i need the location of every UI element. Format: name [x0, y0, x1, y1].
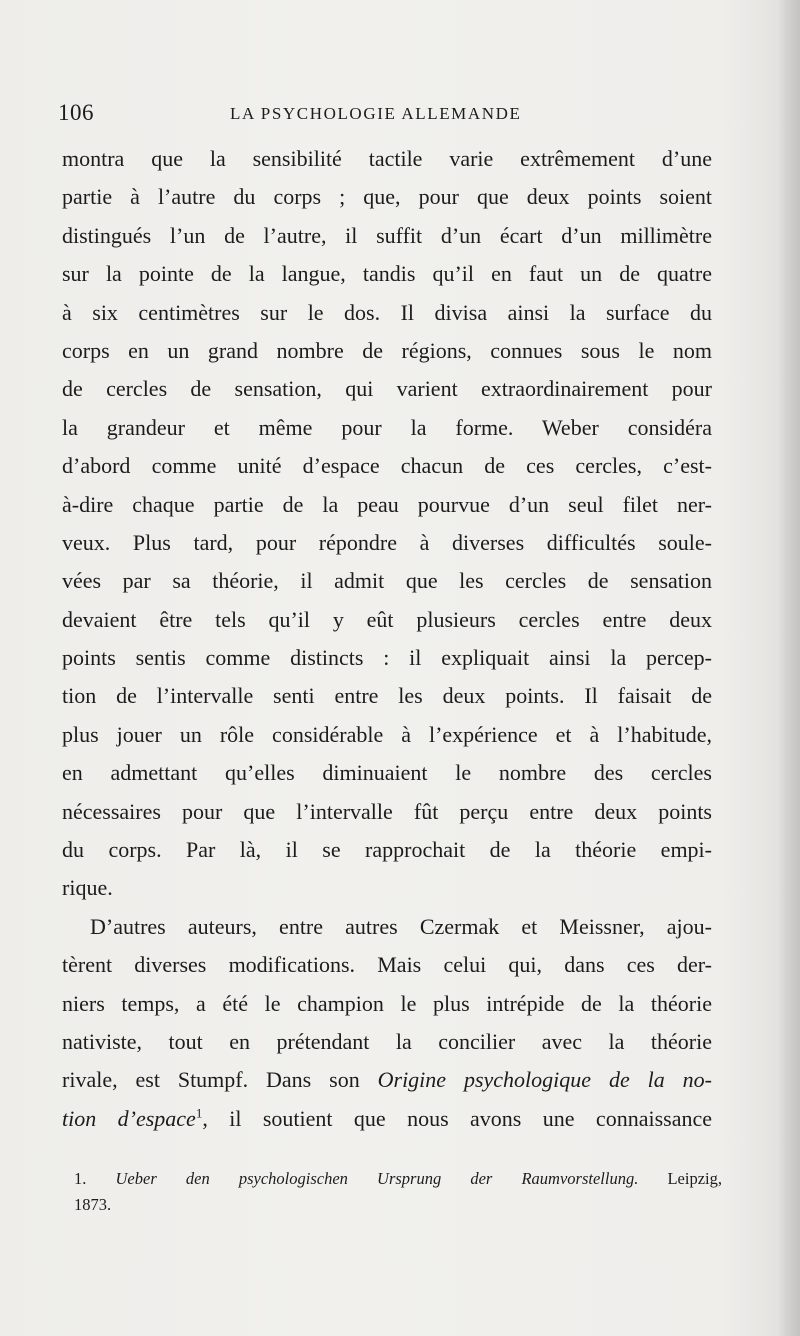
text-line: à six centimètres sur le dos. Il divisa ainsi la surface du: [62, 299, 712, 325]
text-line: [62, 1100, 712, 1138]
footnote: [74, 1166, 722, 1218]
page-edge-shadow: [778, 0, 800, 1336]
text-line: en admettant qu’elles diminuaient le nombre des cercles: [62, 760, 712, 786]
text-line: [62, 1061, 712, 1099]
footnote-year: 1873.: [74, 1195, 112, 1214]
book-title-italic: Origine psychologique de la no-: [377, 1067, 712, 1093]
text-line: montra que la sensibilité tactile varie extrêmement d’une: [62, 146, 712, 171]
text-line: veux. Plus tard, pour répondre à diverses difficultés soule-: [62, 529, 712, 555]
text-line: rique.: [62, 875, 113, 901]
text-line: devaient être tels qu’il y eût plusieurs cercles entre deux: [62, 606, 712, 632]
text-line: partie à l’autre du corps ; que, pour que deux points soient: [62, 184, 712, 210]
text-line: plus jouer un rôle considérable à l’expérience et à l’habitude,: [62, 721, 712, 747]
text-line: nécessaires pour que l’intervalle fût perçu entre deux points: [62, 798, 712, 824]
text-line: D’autres auteurs, entre autres Czermak et Meissner, ajou-: [90, 913, 712, 939]
footnote-reference[interactable]: 1: [195, 1105, 203, 1121]
text-line: la grandeur et même pour la forme. Weber considéra: [62, 414, 712, 440]
footnote-line: [74, 1192, 722, 1218]
text-line: d’abord comme unité d’espace chacun de ces cercles, c’est-: [62, 453, 712, 479]
page-header: [58, 100, 718, 132]
footnote-place: Leipzig,: [638, 1169, 722, 1188]
text-line: corps en un grand nombre de régions, connues sous le nom: [62, 337, 712, 363]
text-line: niers temps, a été le champion le plus intrépide de la théorie: [62, 990, 712, 1016]
book-title-italic: tion d’espace: [62, 1105, 196, 1131]
text-line: du corps. Par là, il se rapprochait de la théorie empi-: [62, 837, 712, 863]
text-segment: , il soutient que nous avons une connaissance: [202, 1105, 712, 1131]
footnote-title-italic: Ueber den psychologischen Ursprung der Raumvorstellung.: [115, 1169, 639, 1188]
text-line: points sentis comme distincts : il expliquait ainsi la percep-: [62, 645, 712, 671]
text-line: à-dire chaque partie de la peau pourvue d’un seul filet ner-: [62, 491, 712, 517]
text-line: distingués l’un de l’autre, il suffit d’un écart d’un millimètre: [62, 222, 712, 248]
text-line: sur la pointe de la langue, tandis qu’il en faut un de quatre: [62, 261, 712, 287]
text-line: nativiste, tout en prétendant la concilier avec la théorie: [62, 1028, 712, 1054]
page-number: 106: [58, 100, 94, 125]
text-line: de cercles de sensation, qui varient extraordinairement pour: [62, 376, 712, 402]
footnote-number: 1.: [74, 1169, 87, 1188]
running-title: LA PSYCHOLOGIE ALLEMANDE: [230, 104, 522, 123]
text-segment: rivale, est Stumpf. Dans son: [62, 1067, 378, 1093]
text-line: tèrent diverses modifications. Mais celui qui, dans ces der-: [62, 952, 712, 978]
main-text: [62, 140, 712, 1138]
text-line: tion de l’intervalle senti entre les deux points. Il faisait de: [62, 683, 712, 709]
text-line: vées par sa théorie, il admit que les cercles de sensation: [62, 568, 712, 594]
footnote-line: [74, 1166, 722, 1192]
